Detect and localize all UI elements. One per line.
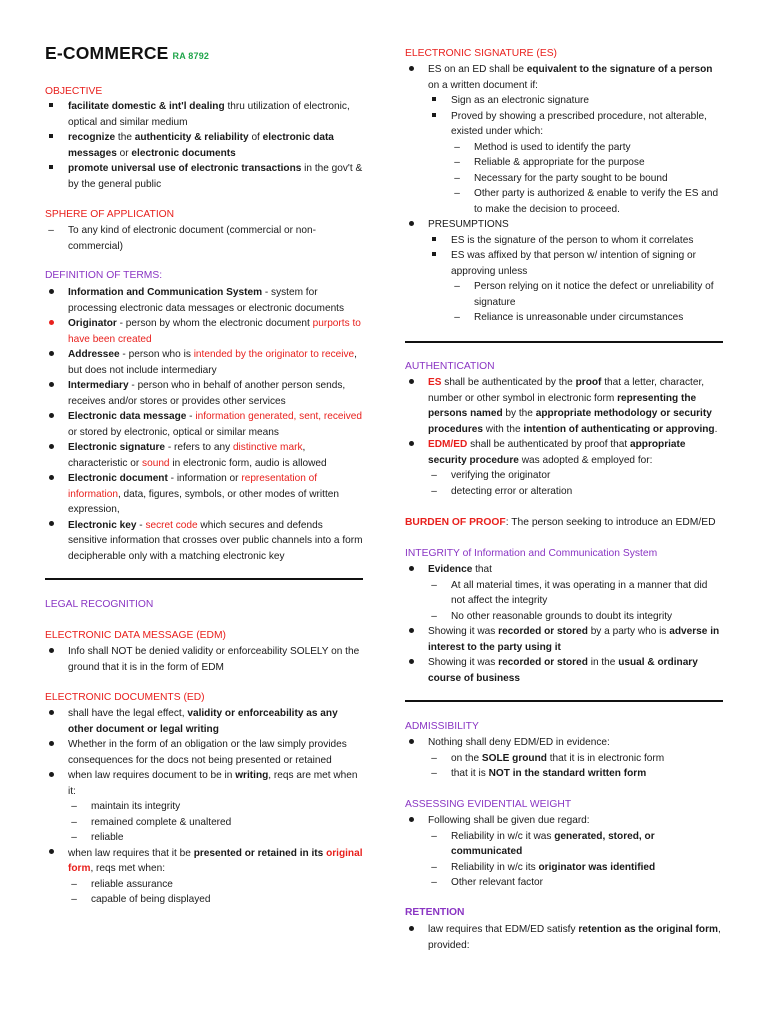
section-divider bbox=[405, 700, 723, 702]
ed-list bbox=[45, 706, 363, 908]
dash-bullet-icon: – bbox=[454, 141, 460, 153]
dot-bullet-icon bbox=[45, 471, 57, 487]
list-item: law requires that EDM/ED satisfy retention as the original form, provided: bbox=[405, 922, 723, 953]
dot-bullet-icon bbox=[45, 737, 57, 753]
sub-list-item: – Reliability in w/c it was generated, stored, or communicated bbox=[405, 829, 723, 860]
dot-bullet-icon bbox=[45, 846, 57, 862]
list-item: promote universal use of electronic transactions in the gov't & by the general public bbox=[45, 161, 363, 192]
square-bullet-icon bbox=[428, 93, 440, 109]
dash-bullet-icon: – bbox=[71, 801, 77, 812]
list-item: PRESUMPTIONS bbox=[405, 217, 723, 233]
dot-bullet-icon bbox=[45, 518, 57, 534]
retention-list bbox=[405, 922, 723, 953]
objective-heading: OBJECTIVE bbox=[45, 86, 103, 97]
sub-list-item: – verifying the originator bbox=[405, 468, 723, 484]
square-bullet-icon bbox=[45, 161, 57, 177]
dot-bullet-icon bbox=[405, 922, 417, 938]
es-list bbox=[405, 62, 723, 326]
dash-bullet-icon: – bbox=[431, 610, 437, 622]
list-item: Nothing shall deny EDM/ED in evidence: bbox=[405, 735, 723, 751]
sub-list-item: – on the SOLE ground that it is in electronic form bbox=[405, 751, 723, 767]
dash-bullet-icon: – bbox=[431, 861, 437, 873]
section-divider bbox=[405, 341, 723, 343]
sub-list-item: – reliable bbox=[45, 830, 363, 846]
dot-bullet-icon bbox=[45, 347, 57, 363]
definitions-list bbox=[45, 285, 363, 564]
sub-list-item: – Reliability in w/c its originator was identified bbox=[405, 860, 723, 876]
dot-bullet-icon bbox=[45, 440, 57, 456]
dash-bullet-icon: – bbox=[71, 816, 77, 828]
list-item: Electronic document - information or representation of information, data, figures, symbols, or other modes of written expression, bbox=[45, 471, 363, 518]
dot-bullet-icon bbox=[45, 378, 57, 394]
dash-bullet-icon: – bbox=[431, 470, 437, 481]
ed-heading: ELECTRONIC DOCUMENTS (ED) bbox=[45, 692, 205, 703]
list-item: Electronic key - secret code which secures and defends sensitive information that crosses over public channels into a form decipherable only with a matching electronic key bbox=[45, 518, 363, 565]
edm-list bbox=[45, 644, 363, 675]
dot-bullet-icon bbox=[405, 437, 417, 453]
dot-bullet-icon bbox=[45, 644, 57, 660]
dot-bullet-icon bbox=[405, 813, 417, 829]
ra-number: RA 8792 bbox=[172, 51, 210, 61]
sub-sub-list-item: – Person relying on it notice the defect or unreliability of signature bbox=[405, 279, 723, 310]
dot-bullet-icon bbox=[405, 624, 417, 640]
sub-sub-list-item: – Other party is authorized & enable to verify the ES and to make the decision to proceed. bbox=[405, 186, 723, 217]
dot-bullet-icon bbox=[45, 285, 57, 301]
sub-list-item: – Other relevant factor bbox=[405, 875, 723, 891]
sphere-heading: SPHERE OF APPLICATION bbox=[45, 209, 175, 220]
list-item: when law requires that it be presented or retained in its original form, reqs met when: bbox=[45, 846, 363, 877]
dash-bullet-icon: – bbox=[454, 281, 460, 292]
dash-bullet-icon: – bbox=[454, 172, 460, 184]
dash-bullet-icon: – bbox=[431, 830, 437, 842]
square-bullet-icon bbox=[428, 109, 440, 125]
dot-bullet-icon bbox=[405, 62, 417, 78]
list-item: Showing it was recorded or stored in the usual & ordinary course of business bbox=[405, 655, 723, 686]
edm-heading: ELECTRONIC DATA MESSAGE (EDM) bbox=[45, 630, 226, 641]
list-item: Electronic data message - information generated, sent, received or stored by electronic, optical or similar means bbox=[45, 409, 363, 440]
list-item: Evidence that bbox=[405, 562, 723, 578]
dash-bullet-icon: – bbox=[71, 878, 77, 890]
sub-list-item: – reliable assurance bbox=[45, 877, 363, 893]
list-item: Whether in the form of an obligation or the law simply provides consequences for the docs not being presented or retained bbox=[45, 737, 363, 768]
sphere-list bbox=[45, 223, 363, 254]
dot-bullet-icon bbox=[45, 409, 57, 425]
list-item: ES on an ED shall be equivalent to the signature of a person on a written document if: bbox=[405, 62, 723, 93]
list-item: EDM/ED shall be authenticated by proof that appropriate security procedure was adopted & employed for: bbox=[405, 437, 723, 468]
list-item: ES shall be authenticated by the proof that a letter, character, number or other symbol in electronic form representing the persons named by the appropriate methodology or security procedures with the intention of authenticating or approving. bbox=[405, 375, 723, 437]
sub-list-item: – No other reasonable grounds to doubt its integrity bbox=[405, 609, 723, 625]
sub-list-item: – capable of being displayed bbox=[45, 892, 363, 908]
section-divider bbox=[45, 578, 363, 580]
dash-bullet-icon: – bbox=[454, 157, 460, 168]
sub-list-item: Sign as an electronic signature bbox=[405, 93, 723, 109]
dash-bullet-icon: – bbox=[431, 579, 437, 591]
dot-bullet-icon bbox=[45, 706, 57, 722]
square-bullet-icon bbox=[45, 130, 57, 146]
retention-heading: RETENTION bbox=[405, 907, 465, 918]
integrity-heading: INTEGRITY of Information and Communication System bbox=[405, 548, 658, 559]
list-item: Originator - person by whom the electronic document purports to have been created bbox=[45, 316, 363, 347]
sub-list-item: – remained complete & unaltered bbox=[45, 815, 363, 831]
sub-list-item: – maintain its integrity bbox=[45, 799, 363, 815]
integrity-list bbox=[405, 562, 723, 686]
dash-bullet-icon: – bbox=[431, 485, 437, 497]
objective-list bbox=[45, 99, 363, 192]
dot-bullet-icon bbox=[405, 562, 417, 578]
list-item: Intermediary - person who in behalf of another person sends, receives and/or stores or provides other services bbox=[45, 378, 363, 409]
es-heading: ELECTRONIC SIGNATURE (ES) bbox=[405, 48, 557, 59]
sub-list-item: – At all material times, it was operating in a manner that did not affect the integrity bbox=[405, 578, 723, 609]
list-item: when law requires document to be in writing, reqs are met when it: bbox=[45, 768, 363, 799]
page-title: E-COMMERCE RA 8792 bbox=[45, 43, 210, 63]
list-item: facilitate domestic & int'l dealing thru utilization of electronic, optical and similar medium bbox=[45, 99, 363, 130]
dash-bullet-icon: – bbox=[71, 894, 77, 905]
sub-list-item: ES is the signature of the person to whom it correlates bbox=[405, 233, 723, 249]
legal-recognition-heading: LEGAL RECOGNITION bbox=[45, 599, 154, 610]
sub-list-item: – that it is NOT in the standard written form bbox=[405, 766, 723, 782]
evidential-weight-list bbox=[405, 813, 723, 891]
evidential-weight-heading: ASSESSING EVIDENTIAL WEIGHT bbox=[405, 799, 572, 810]
sub-sub-list-item: – Reliance is unreasonable under circumstances bbox=[405, 310, 723, 326]
dot-bullet-icon bbox=[45, 316, 57, 332]
dash-bullet-icon: – bbox=[71, 832, 77, 843]
sub-list-item: – detecting error or alteration bbox=[405, 484, 723, 500]
square-bullet-icon bbox=[45, 99, 57, 115]
sub-list-item: Proved by showing a prescribed procedure, not alterable, existed under which: bbox=[405, 109, 723, 140]
sub-sub-list-item: – Method is used to identify the party bbox=[405, 140, 723, 156]
dash-bullet-icon: – bbox=[454, 188, 460, 199]
dot-bullet-icon bbox=[45, 768, 57, 784]
list-item: – To any kind of electronic document (commercial or non-commercial) bbox=[45, 223, 363, 254]
dash-bullet-icon: – bbox=[48, 225, 54, 236]
dot-bullet-icon bbox=[405, 655, 417, 671]
sub-sub-list-item: – Necessary for the party sought to be bound bbox=[405, 171, 723, 187]
sub-list-item: ES was affixed by that person w/ intention of signing or approving unless bbox=[405, 248, 723, 279]
square-bullet-icon bbox=[428, 248, 440, 264]
authentication-heading: AUTHENTICATION bbox=[405, 361, 495, 372]
dot-bullet-icon bbox=[405, 735, 417, 751]
list-item: Showing it was recorded or stored by a party who is adverse in interest to the party using it bbox=[405, 624, 723, 655]
dash-bullet-icon: – bbox=[431, 768, 437, 779]
dash-bullet-icon: – bbox=[454, 312, 460, 323]
square-bullet-icon bbox=[428, 233, 440, 249]
definitions-heading: DEFINITION OF TERMS: bbox=[45, 270, 163, 281]
burden-of-proof: BURDEN OF PROOF: The person seeking to introduce an EDM/ED bbox=[405, 517, 716, 528]
list-item: Info shall NOT be denied validity or enforceability SOLELY on the ground that it is in the form of EDM bbox=[45, 644, 363, 675]
list-item: shall have the legal effect, validity or enforceability as any other document or legal writing bbox=[45, 706, 363, 737]
admissibility-heading: ADMISSIBILITY bbox=[405, 721, 479, 732]
dash-bullet-icon: – bbox=[431, 877, 437, 888]
list-item: recognize the authenticity & reliability of electronic data messages or electronic documents bbox=[45, 130, 363, 161]
authentication-list bbox=[405, 375, 723, 499]
dot-bullet-icon bbox=[405, 217, 417, 233]
sub-sub-list-item: – Reliable & appropriate for the purpose bbox=[405, 155, 723, 171]
dash-bullet-icon: – bbox=[431, 752, 437, 764]
list-item: Electronic signature - refers to any distinctive mark, characteristic or sound in electronic form, audio is allowed bbox=[45, 440, 363, 471]
list-item: Information and Communication System - system for processing electronic data messages or electronic documents bbox=[45, 285, 363, 316]
dot-bullet-icon bbox=[405, 375, 417, 391]
list-item: Following shall be given due regard: bbox=[405, 813, 723, 829]
list-item: Addressee - person who is intended by the originator to receive, but does not include intermediary bbox=[45, 347, 363, 378]
admissibility-list bbox=[405, 735, 723, 782]
